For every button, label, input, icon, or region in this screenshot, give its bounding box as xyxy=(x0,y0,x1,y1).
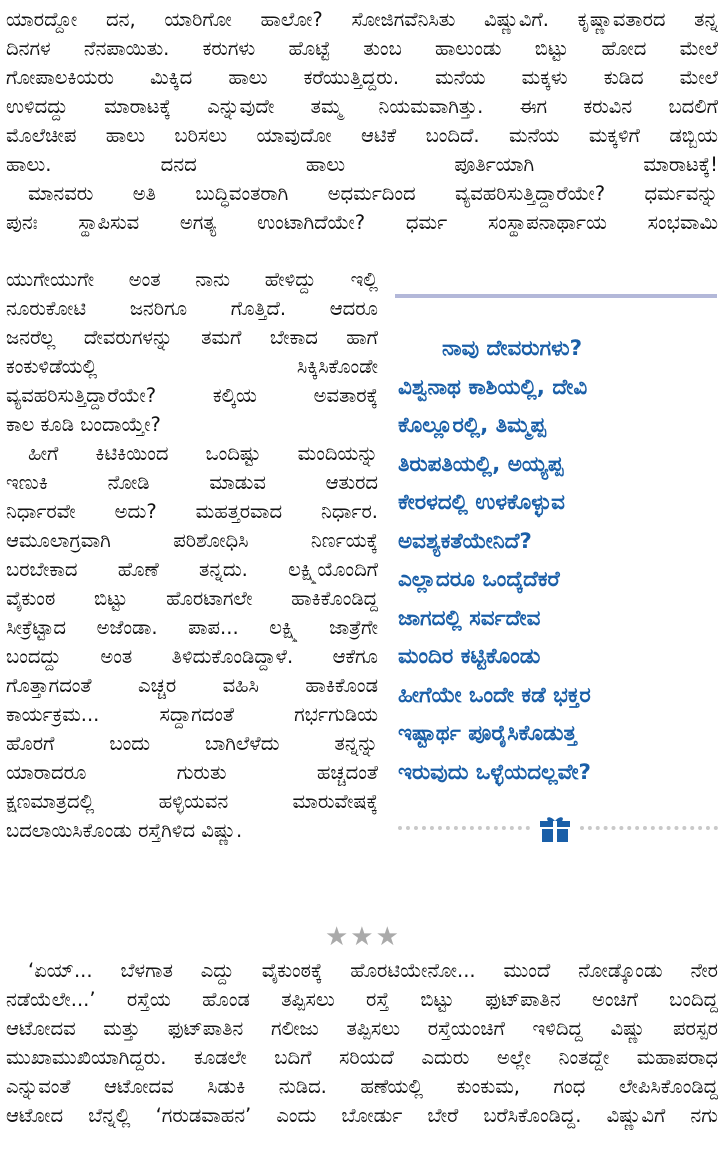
text-line: ವ್ಯವಹರಿಸುತ್ತಿದ್ದಾರೆಯೇ? ಕಲ್ಕಿಯ ಅವತಾರಕ್ಕೆ xyxy=(6,384,378,407)
pull-quote-line: ತಿರುಪತಿಯಲ್ಲಿ, ಅಯ್ಯಪ್ಪ xyxy=(398,451,564,477)
section-separator: ★★★ xyxy=(325,922,401,952)
intro-paragraph xyxy=(6,5,718,237)
pull-quote-line: ವಿಶ್ವನಾಥ ಕಾಶಿಯಲ್ಲಿ, ದೇವಿ xyxy=(398,374,588,400)
text-line: ಸೀಕ್ರೆಟ್ಟಾದ ಅಜೆಂಡಾ. ಪಾಪ... ಲಕ್ಷ್ಮಿ ಜಾತ್ರೆಗೇ xyxy=(6,616,378,639)
pull-quote-line: ನಾವು ದೇವರುಗಳು? xyxy=(442,336,583,361)
pull-quote-accent-bar xyxy=(395,294,717,298)
pull-quote-line: ಕೇರಳದಲ್ಲಿ ಉಳಕೊಳ್ಳುವ xyxy=(398,490,565,515)
pull-quote xyxy=(398,330,718,792)
text-line: ಇಣುಕಿ ನೋಡಿ ಮಾಡುವ ಆತುರದ xyxy=(6,471,378,494)
text-line: ಕಾಲ ಕೂಡಿ ಬಂದಾಯ್ತೇ? xyxy=(6,413,161,436)
pull-quote-line: ಹೀಗೆಯೇ ಒಂದೇ ಕಡೆ ಭಕ್ತರ xyxy=(398,682,591,708)
left-column xyxy=(6,265,378,845)
pull-quote-line: ಕೊಲ್ಲೂರಲ್ಲಿ, ತಿಮ್ಮಪ್ಪ xyxy=(398,413,546,438)
pull-quote-line: ಅವಶ್ಯಕತೆಯೇನಿದೆ? xyxy=(398,528,532,554)
text-line: ಆಮೂಲಾಗ್ರವಾಗಿ ಪರಿಶೋಧಿಸಿ ನಿರ್ಣಯಕ್ಕೆ xyxy=(6,529,378,552)
text-line: ಆಟೋದವ ಮತ್ತು ಫುಟ್‌ಪಾತಿನ ಗಲೀಜು ತಪ್ಪಿಸಲು ರಸ್ತೆಯಂಚಿಗೆ ಇಳಿದಿದ್ದ ವಿಷ್ಣು ಪರಸ್ಪರ xyxy=(6,1017,718,1040)
text-line: ಗೊತ್ತಾಗದಂತೆ ಎಚ್ಚರ ವಹಿಸಿ ಹಾಕಿಕೊಂಡ xyxy=(6,674,378,697)
dotted-divider-left xyxy=(398,826,530,834)
pull-quote-line: ಎಲ್ಲಾದರೂ ಒಂದ್ಕೆದೆಕರೆ xyxy=(398,567,560,592)
text-line: ವೈಕುಂಠ ಬಿಟ್ಟು ಹೊರಟಾಗಲೇ ಹಾಕಿಕೊಂಡಿದ್ದ xyxy=(6,587,378,610)
text-line: ನಡೆಯೆಲೇ...’ ರಸ್ತೆಯ ಹೊಂಡ ತಪ್ಪಿಸಲು ರಸ್ತೆ ಬಿಟ್ಟು ಫುಟ್‌ಪಾತಿನ ಅಂಚಿಗೆ ಬಂದಿದ್ದ xyxy=(6,988,718,1011)
text-line: ಹಾಲು. ದನದ ಹಾಲು ಪೂರ್ತಿಯಾಗಿ ಮಾರಾಟಕ್ಕೆ! xyxy=(6,153,718,176)
text-line: ನಿರ್ಧಾರವೇ ಅದು? ಮಹತ್ತರವಾದ ನಿರ್ಧಾರ. xyxy=(6,500,378,523)
text-line: ‘ಏಯ್... ಬೆಳಗಾತ ಎದ್ದು ವೈಕುಂಠಕ್ಕೆ ಹೊರಟಿಯೇನೋ... ಮುಂದೆ ನೋಡ್ಕೊಂಡು ನೇರ xyxy=(28,959,718,982)
text-line: ನೂರುಕೋಟಿ ಜನರಿಗೂ ಗೊತ್ತಿದೆ. ಆದರೂ xyxy=(6,297,378,320)
text-line: ಬರಬೇಕಾದ ಹೊಣೆ ತನ್ನದು. ಲಕ್ಷ್ಮಿಯೊಂದಿಗೆ xyxy=(6,558,378,581)
text-line: ಗೋಪಾಲಕಿಯರು ಮಿಕ್ಕಿದ ಹಾಲು ಕರೆಯುತ್ತಿದ್ದರು. ಮನೆಯ ಮಕ್ಕಳು ಕುಡಿದ ಮೇಲೆ xyxy=(6,66,718,89)
text-line: ಹೀಗೆ ಕಿಟಿಕಿಯಿಂದ ಒಂದಿಷ್ಟು ಮಂದಿಯನ್ನು xyxy=(28,442,378,465)
text-line: ಯುಗೇಯುಗೇ ಅಂತ ನಾನು ಹೇಳಿದ್ದು ಇಲ್ಲಿ xyxy=(6,268,378,291)
text-line: ದಿನಗಳ ನೆನಪಾಯಿತು. ಕರುಗಳು ಹೊಟ್ಟೆ ತುಂಬ ಹಾಲುಂಡು ಬಿಟ್ಟು ಹೋದ ಮೇಲೆ xyxy=(6,37,718,60)
text-line: ಕಂಕುಳಿಡೆಯಲ್ಲಿ ಸಿಕ್ಕಿಸಿಕೊಂಡೇ xyxy=(6,355,378,378)
text-line: ಹೊರಗೆ ಬಂದು ಬಾಗಿಲೆಳೆದು ತನ್ನನ್ನು xyxy=(6,732,378,755)
pull-quote-line: ಇಷ್ಟಾರ್ಥ ಪೂರೈಸಿಕೊಡುತ್ತ xyxy=(398,721,577,746)
pull-quote-line: ಜಾಗದಲ್ಲಿ ಸರ್ವದೇವ xyxy=(398,605,541,631)
text-line: ಎನ್ನುವಂತೆ ಆಟೋದವ ಸಿಡುಕಿ ನುಡಿದ. ಹಣೆಯಲ್ಲಿ ಕುಂಕುಮ, ಗಂಧ ಲೇಪಿಸಿಕೊಂಡಿದ್ದ xyxy=(6,1075,718,1098)
text-line: ಯಾರಾದರೂ ಗುರುತು ಹಚ್ಚದಂತೆ xyxy=(6,761,378,784)
text-line: ಬಂದದ್ದು ಅಂತ ತಿಳಿದುಕೊಂಡಿದ್ದಾಳೆ. ಆಕೆಗೂ xyxy=(6,645,378,668)
pull-quote-line: ಇರುವುದು ಒಳ್ಳೆಯದಲ್ಲವೇ? xyxy=(398,759,591,785)
text-line: ಮಾನವರು ಅತಿ ಬುದ್ಧಿವಂತರಾಗಿ ಅಧರ್ಮದಿಂದ ವ್ಯವಹರಿಸುತ್ತಿದ್ದಾರೆಯೇ? ಧರ್ಮವನ್ನು xyxy=(28,182,718,205)
text-line: ಕ್ಷಣಮಾತ್ರದಲ್ಲಿ ಹಳ್ಳಿಯವನ ಮಾರುವೇಷಕ್ಕೆ xyxy=(6,790,378,813)
text-line: ಆಟೋದ ಬೆನ್ನಲ್ಲಿ ‘ಗರುಡವಾಹನ’ ಎಂದು ಬೋರ್ಡು ಬೇರೆ ಬರೆಸಿಕೊಂಡಿದ್ದ. ವಿಷ್ಣುವಿಗೆ ನಗು xyxy=(6,1104,718,1127)
text-line: ಯಾರದ್ದೋ ದನ, ಯಾರಿಗೋ ಹಾಲೋ? ಸೋಜಿಗವೆನಿಸಿತು ವಿಷ್ಣುವಿಗೆ. ಕೃಷ್ಣಾವತಾರದ ತನ್ನ xyxy=(6,8,718,31)
text-line: ಪುನಃ ಸ್ಥಾಪಿಸುವ ಅಗತ್ಯ ಉಂಟಾಗಿದೆಯೇ? ಧರ್ಮ ಸಂಸ್ಥಾಪನಾರ್ಥಾಯ ಸಂಭವಾಮಿ xyxy=(6,211,718,234)
text-line: ಜನರೆಲ್ಲ ದೇವರುಗಳನ್ನು ತಮಗೆ ಬೇಕಾದ ಹಾಗೆ xyxy=(6,326,378,349)
text-line: ಕಾರ್ಯಕ್ರಮ... ಸದ್ದಾಗದಂತೆ ಗರ್ಭಗುಡಿಯ xyxy=(6,703,378,726)
pull-quote-line: ಮಂದಿರ ಕಟ್ಟಿಕೊಂಡು xyxy=(398,644,541,669)
gift-icon xyxy=(540,815,570,843)
dotted-divider-right xyxy=(580,826,718,834)
text-line: ಮುಖಾಮುಖಿಯಾಗಿದ್ದರು. ಕೂಡಲೇ ಬದಿಗೆ ಸರಿಯದೆ ಎದುರು ಅಲ್ಲೇ ನಿಂತದ್ದೇ ಮಹಾಪರಾಧ xyxy=(6,1046,718,1069)
closing-paragraph xyxy=(6,956,718,1130)
text-line: ಮೊಲೆಚೀಪ ಹಾಲು ಬರಿಸಲು ಯಾವುದೋ ಆಟಿಕೆ ಬಂದಿದೆ. ಮನೆಯ ಮಕ್ಕಳಿಗೆ ಡಬ್ಬಿಯ xyxy=(6,124,718,147)
text-line: ಉಳಿದದ್ದು ಮಾರಾಟಕ್ಕೆ ಎನ್ನುವುದೇ ತಮ್ಮ ನಿಯಮವಾಗಿತ್ತು. ಈಗ ಕರುವಿನ ಬದಲಿಗೆ xyxy=(6,95,718,118)
text-line: ಬದಲಾಯಿಸಿಕೊಂಡು ರಸ್ತೆಗಿಳಿದ ವಿಷ್ಣು. xyxy=(6,819,243,842)
